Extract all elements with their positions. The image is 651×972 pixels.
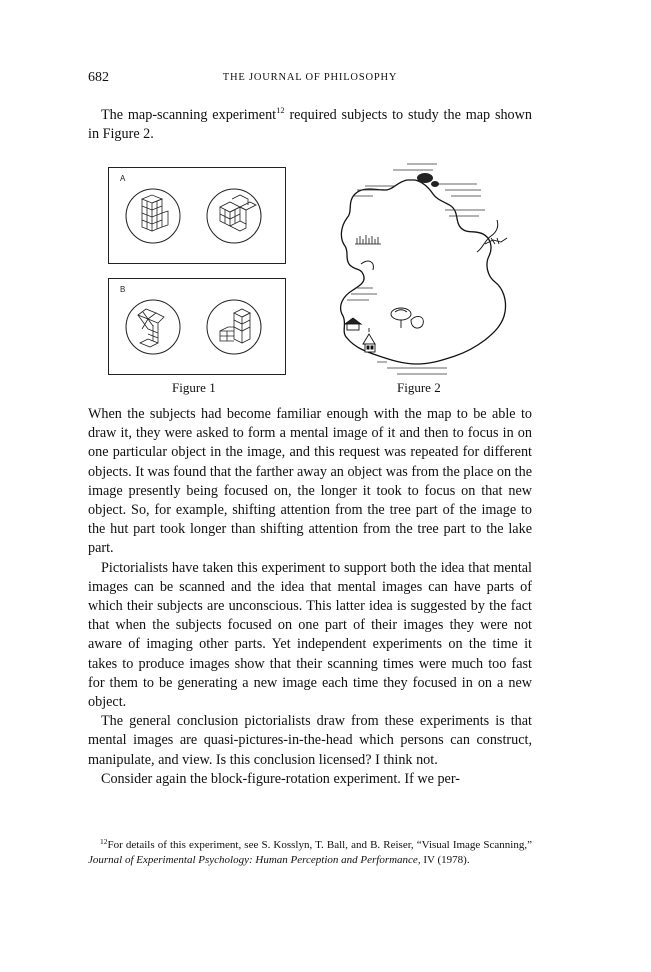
body-paragraph-1: When the subjects had become familiar enough with the map to be able to draw it, they were asked to form a mental image of it and then to focus in on one particular object in the image, and this request was repeated for different objects. It was found that the farther away an object was from the place on the image presently being focused on, the longer it took to focus on that new object. So, for example, shifting attention from the tree part of the image to the hut part took longer than shifting attention from the tree part to the lake part. <box>88 406 532 557</box>
panel-b-frame <box>109 279 286 375</box>
figure-2-caption: Figure 2 <box>397 380 441 395</box>
lake-icon <box>411 317 423 329</box>
footnote <box>88 838 532 867</box>
figure-2-map <box>327 160 517 378</box>
footnote-ref: 12 <box>276 105 285 115</box>
body-paragraph-2: Pictorialists have taken this experiment to support both the idea that mental images can be scanned and the idea that mental images can have parts of which their subjects are unconscious. This latter idea is suggested by the fact that when the subjects focused on one part of their images they were not aware of imaging other parts. Yet independent experiments on the time it takes to produce images show that their scanning times were much too fast for them to be generating a new image each time they focused in on a new object. <box>88 559 532 711</box>
body-text <box>88 405 532 789</box>
footnote-journal: Journal of Experimental Psychology: Human Perception and Performance, <box>88 853 421 866</box>
block-figure-a-left <box>142 195 168 231</box>
page-number: 682 <box>88 70 109 85</box>
panel-a-label: A <box>120 174 126 183</box>
grass-icon <box>355 235 381 244</box>
river <box>477 220 498 252</box>
rocks-top <box>417 173 439 187</box>
figure-1-illustration <box>108 167 286 375</box>
footnote-text-2: IV (1978). <box>420 853 470 866</box>
tree-icon <box>391 308 411 328</box>
panel-b-label: B <box>120 285 126 294</box>
intro-text-after: required subjects to study the map shown in Figure 2. <box>88 107 532 143</box>
intro-paragraph <box>88 106 532 144</box>
panel-a-circle-left <box>126 189 180 243</box>
island-outline <box>341 180 506 364</box>
hut-icon <box>345 318 361 330</box>
coast-inlet <box>361 261 373 270</box>
water-line <box>393 164 437 170</box>
figure-1-caption: Figure 1 <box>172 380 216 395</box>
footnote-number: 12 <box>100 837 108 846</box>
house-icon <box>363 328 375 352</box>
block-figure-b-left <box>138 309 164 347</box>
block-figure-a-right <box>220 195 256 231</box>
body-paragraph-4: Consider again the block-figure-rotation experiment. If we per- <box>101 770 460 787</box>
panel-a-circle-right <box>207 189 261 243</box>
water-line <box>347 288 377 300</box>
water-line <box>437 184 481 196</box>
body-paragraph-3: The general conclusion pictorialists draw from these experiments is that mental images are quasi-pictures-in-the-head which persons can construct, manipulate, and view. Is this conclusion licensed? I think not. <box>88 713 532 768</box>
footnote-text-1: For details of this experiment, see S. Kosslyn, T. Ball, and B. Reiser, “Visual Image Scanning,” <box>107 839 532 851</box>
running-head: THE JOURNAL OF PHILOSOPHY <box>222 72 398 83</box>
panel-a-frame <box>109 168 286 264</box>
intro-text-before: The map-scanning experiment <box>101 107 277 123</box>
water-line <box>445 210 485 216</box>
block-figure-b-right <box>220 309 250 343</box>
page-header <box>88 70 532 90</box>
